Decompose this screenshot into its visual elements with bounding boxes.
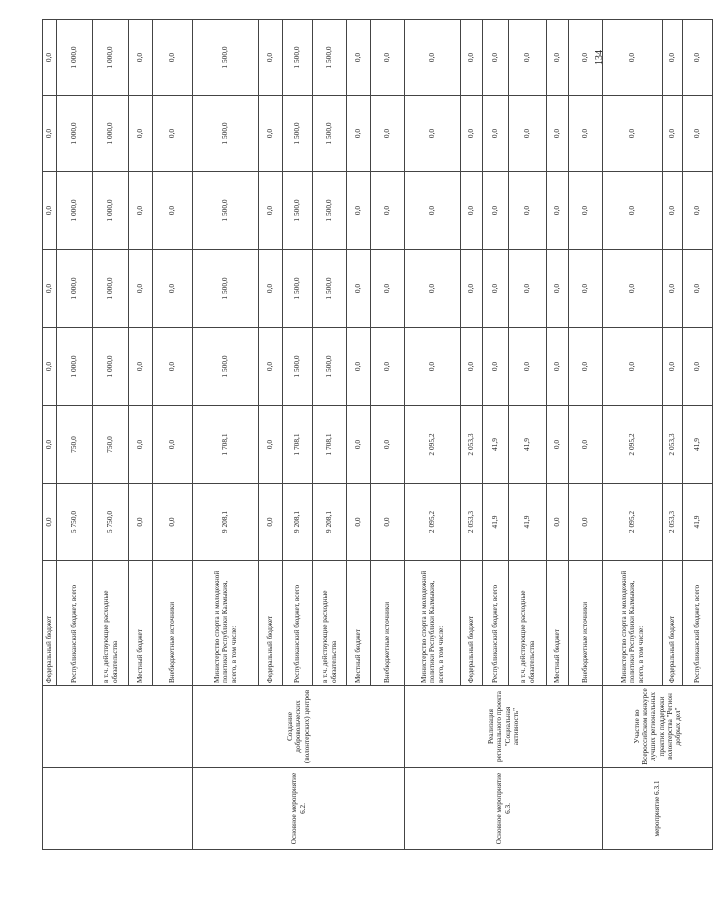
amount-cell: 0,0 <box>153 250 193 328</box>
amount-cell: 9 208,1 <box>313 484 347 561</box>
amount-cell: 0,0 <box>547 484 569 561</box>
amount-cell: 0,0 <box>461 172 483 250</box>
amount-cell: 1 500,0 <box>313 172 347 250</box>
funding-source-cell: в т.ч. действующие расходные обязательства <box>509 561 547 686</box>
amount-cell: 0,0 <box>43 20 57 96</box>
funding-source-cell: в т.ч. действующие расходные обязательства <box>93 561 129 686</box>
amount-cell: 0,0 <box>663 20 683 96</box>
amount-cell: 750,0 <box>57 406 93 484</box>
amount-cell: 0,0 <box>547 250 569 328</box>
amount-cell: 0,0 <box>683 20 713 96</box>
amount-cell: 2 053,3 <box>461 406 483 484</box>
amount-cell: 0,0 <box>153 328 193 406</box>
funding-source-cell: Внебюджетные источники <box>569 561 603 686</box>
amount-cell: 0,0 <box>663 250 683 328</box>
amount-cell: 0,0 <box>371 484 405 561</box>
amount-cell: 0,0 <box>259 20 283 96</box>
funding-source-cell: Республиканский бюджет, всего <box>57 561 93 686</box>
funding-source-cell: Федеральный бюджет <box>43 561 57 686</box>
amount-cell: 1 708,1 <box>193 406 259 484</box>
amount-cell: 0,0 <box>509 96 547 172</box>
amount-cell: 0,0 <box>347 20 371 96</box>
budget-table <box>42 19 713 850</box>
amount-cell: 2 053,3 <box>663 406 683 484</box>
amount-cell: 0,0 <box>371 406 405 484</box>
funding-source-cell: Республиканский бюджет, всего <box>683 561 713 686</box>
amount-cell: 0,0 <box>683 328 713 406</box>
amount-cell: 1 000,0 <box>93 250 129 328</box>
amount-cell: 0,0 <box>405 328 461 406</box>
amount-cell: 0,0 <box>43 172 57 250</box>
amount-cell: 41,9 <box>683 484 713 561</box>
activity-code-cell: Основное мероприятие 6.2. <box>193 768 405 850</box>
amount-cell: 0,0 <box>405 172 461 250</box>
amount-cell: 0,0 <box>509 20 547 96</box>
amount-cell: 0,0 <box>259 250 283 328</box>
amount-cell: 1 000,0 <box>57 250 93 328</box>
amount-cell: 1 500,0 <box>313 250 347 328</box>
funding-source-cell: Федеральный бюджет <box>663 561 683 686</box>
amount-cell: 0,0 <box>683 250 713 328</box>
amount-cell: 0,0 <box>683 96 713 172</box>
amount-cell: 0,0 <box>603 328 663 406</box>
amount-cell: 9 208,1 <box>283 484 313 561</box>
page-number: 134 <box>594 50 605 65</box>
amount-cell: 0,0 <box>347 250 371 328</box>
amount-cell: 0,0 <box>347 96 371 172</box>
funding-source-cell: Федеральный бюджет <box>461 561 483 686</box>
activity-title-cell: Создание добровольческих (волонтерских) центров <box>193 686 405 768</box>
amount-cell: 1 000,0 <box>93 328 129 406</box>
amount-cell: 1 500,0 <box>283 250 313 328</box>
amount-cell: 0,0 <box>547 406 569 484</box>
amount-cell: 0,0 <box>603 172 663 250</box>
amount-cell: 41,9 <box>483 406 509 484</box>
amount-cell: 0,0 <box>663 328 683 406</box>
amount-cell: 0,0 <box>347 172 371 250</box>
funding-source-cell: Федеральный бюджет <box>259 561 283 686</box>
amount-cell: 0,0 <box>569 484 603 561</box>
amount-cell: 0,0 <box>371 96 405 172</box>
amount-cell: 41,9 <box>483 484 509 561</box>
amount-cell: 0,0 <box>259 96 283 172</box>
amount-cell: 0,0 <box>129 172 153 250</box>
amount-cell: 0,0 <box>153 172 193 250</box>
amount-cell: 0,0 <box>509 250 547 328</box>
amount-cell: 0,0 <box>683 172 713 250</box>
amount-cell: 1 000,0 <box>57 172 93 250</box>
funding-source-cell: Местный бюджет <box>129 561 153 686</box>
table-row <box>193 20 259 850</box>
amount-cell: 2 095,2 <box>603 484 663 561</box>
amount-cell: 0,0 <box>347 406 371 484</box>
amount-cell: 0,0 <box>405 96 461 172</box>
amount-cell: 0,0 <box>153 484 193 561</box>
amount-cell: 0,0 <box>129 20 153 96</box>
amount-cell: 1 000,0 <box>57 328 93 406</box>
amount-cell: 0,0 <box>569 20 603 96</box>
funding-source-cell: Местный бюджет <box>347 561 371 686</box>
amount-cell: 0,0 <box>347 328 371 406</box>
activity-title-cell <box>43 686 193 768</box>
amount-cell: 2 053,3 <box>461 484 483 561</box>
funding-source-cell: Местный бюджет <box>547 561 569 686</box>
funding-source-cell: Внебюджетные источники <box>153 561 193 686</box>
amount-cell: 0,0 <box>483 96 509 172</box>
amount-cell: 0,0 <box>509 172 547 250</box>
amount-cell: 0,0 <box>43 250 57 328</box>
amount-cell: 5 750,0 <box>57 484 93 561</box>
amount-cell: 0,0 <box>405 20 461 96</box>
amount-cell: 0,0 <box>483 250 509 328</box>
funding-source-cell: Республиканский бюджет, всего <box>483 561 509 686</box>
amount-cell: 1 000,0 <box>57 20 93 96</box>
amount-cell: 2 095,2 <box>405 406 461 484</box>
amount-cell: 1 500,0 <box>313 328 347 406</box>
funding-source-cell: Внебюджетные источники <box>371 561 405 686</box>
amount-cell: 0,0 <box>129 250 153 328</box>
amount-cell: 0,0 <box>43 328 57 406</box>
amount-cell: 1 000,0 <box>93 172 129 250</box>
amount-cell: 0,0 <box>663 96 683 172</box>
amount-cell: 0,0 <box>347 484 371 561</box>
amount-cell: 0,0 <box>461 250 483 328</box>
amount-cell: 1 500,0 <box>193 96 259 172</box>
amount-cell: 1 500,0 <box>283 96 313 172</box>
amount-cell: 750,0 <box>93 406 129 484</box>
funding-source-cell: в т.ч. действующие расходные обязательства <box>313 561 347 686</box>
amount-cell: 0,0 <box>129 406 153 484</box>
table-row <box>603 20 663 850</box>
amount-cell: 0,0 <box>259 406 283 484</box>
activity-code-cell: мероприятие 6.3.1 <box>603 768 713 850</box>
amount-cell: 0,0 <box>483 20 509 96</box>
table-body <box>43 20 713 850</box>
amount-cell: 2 053,3 <box>663 484 683 561</box>
amount-cell: 1 500,0 <box>193 328 259 406</box>
amount-cell: 5 750,0 <box>93 484 129 561</box>
amount-cell: 0,0 <box>371 328 405 406</box>
amount-cell: 1 500,0 <box>193 250 259 328</box>
amount-cell: 1 500,0 <box>283 328 313 406</box>
amount-cell: 0,0 <box>509 328 547 406</box>
amount-cell: 1 500,0 <box>283 172 313 250</box>
table-row <box>43 20 57 850</box>
amount-cell: 0,0 <box>129 328 153 406</box>
amount-cell: 2 095,2 <box>405 484 461 561</box>
amount-cell: 0,0 <box>371 172 405 250</box>
amount-cell: 1 000,0 <box>93 20 129 96</box>
amount-cell: 0,0 <box>259 172 283 250</box>
amount-cell: 0,0 <box>153 406 193 484</box>
amount-cell: 1 500,0 <box>193 172 259 250</box>
amount-cell: 0,0 <box>603 20 663 96</box>
amount-cell: 0,0 <box>569 250 603 328</box>
funding-source-cell: Республиканский бюджет, всего <box>283 561 313 686</box>
amount-cell: 0,0 <box>569 172 603 250</box>
amount-cell: 0,0 <box>569 406 603 484</box>
activity-title-cell: Реализация регионального проекта "Социальная активность" <box>405 686 603 768</box>
amount-cell: 0,0 <box>43 96 57 172</box>
amount-cell: 9 208,1 <box>193 484 259 561</box>
amount-cell: 1 000,0 <box>57 96 93 172</box>
amount-cell: 0,0 <box>43 484 57 561</box>
amount-cell: 0,0 <box>371 20 405 96</box>
table-row <box>405 20 461 850</box>
amount-cell: 2 095,2 <box>603 406 663 484</box>
amount-cell: 0,0 <box>129 484 153 561</box>
amount-cell: 0,0 <box>153 20 193 96</box>
amount-cell: 0,0 <box>43 406 57 484</box>
amount-cell: 0,0 <box>663 172 683 250</box>
amount-cell: 0,0 <box>483 172 509 250</box>
amount-cell: 0,0 <box>153 96 193 172</box>
amount-cell: 1 708,1 <box>283 406 313 484</box>
amount-cell: 0,0 <box>547 172 569 250</box>
amount-cell: 0,0 <box>129 96 153 172</box>
amount-cell: 0,0 <box>603 96 663 172</box>
amount-cell: 0,0 <box>483 328 509 406</box>
activity-code-cell: Основное мероприятие 6.3. <box>405 768 603 850</box>
funding-source-cell: Министерство спорта и молодежной политики Республики Калмыкия, всего, в том числе: <box>193 561 259 686</box>
amount-cell: 0,0 <box>569 328 603 406</box>
amount-cell: 41,9 <box>509 484 547 561</box>
amount-cell: 0,0 <box>371 250 405 328</box>
amount-cell: 1 500,0 <box>193 20 259 96</box>
amount-cell: 0,0 <box>547 328 569 406</box>
funding-source-cell: Министерство спорта и молодежной политики Республики Калмыкия, всего, в том числе: <box>405 561 461 686</box>
amount-cell: 0,0 <box>547 96 569 172</box>
amount-cell: 0,0 <box>259 484 283 561</box>
amount-cell: 1 708,1 <box>313 406 347 484</box>
funding-source-cell: Министерство спорта и молодежной политики Республики Калмыкия, всего, в том числе: <box>603 561 663 686</box>
amount-cell: 0,0 <box>259 328 283 406</box>
amount-cell: 1 500,0 <box>283 20 313 96</box>
amount-cell: 0,0 <box>461 20 483 96</box>
amount-cell: 0,0 <box>603 250 663 328</box>
amount-cell: 0,0 <box>569 96 603 172</box>
activity-title-cell: Участие во Всероссийском конкурсе лучших региональных практик поддержки волонтерства "Регион добрых дел" <box>603 686 713 768</box>
activity-code-cell <box>43 768 193 850</box>
amount-cell: 0,0 <box>461 96 483 172</box>
amount-cell: 1 000,0 <box>93 96 129 172</box>
amount-cell: 1 500,0 <box>313 96 347 172</box>
amount-cell: 0,0 <box>547 20 569 96</box>
amount-cell: 1 500,0 <box>313 20 347 96</box>
amount-cell: 41,9 <box>509 406 547 484</box>
amount-cell: 0,0 <box>461 328 483 406</box>
amount-cell: 41,9 <box>683 406 713 484</box>
amount-cell: 0,0 <box>405 250 461 328</box>
